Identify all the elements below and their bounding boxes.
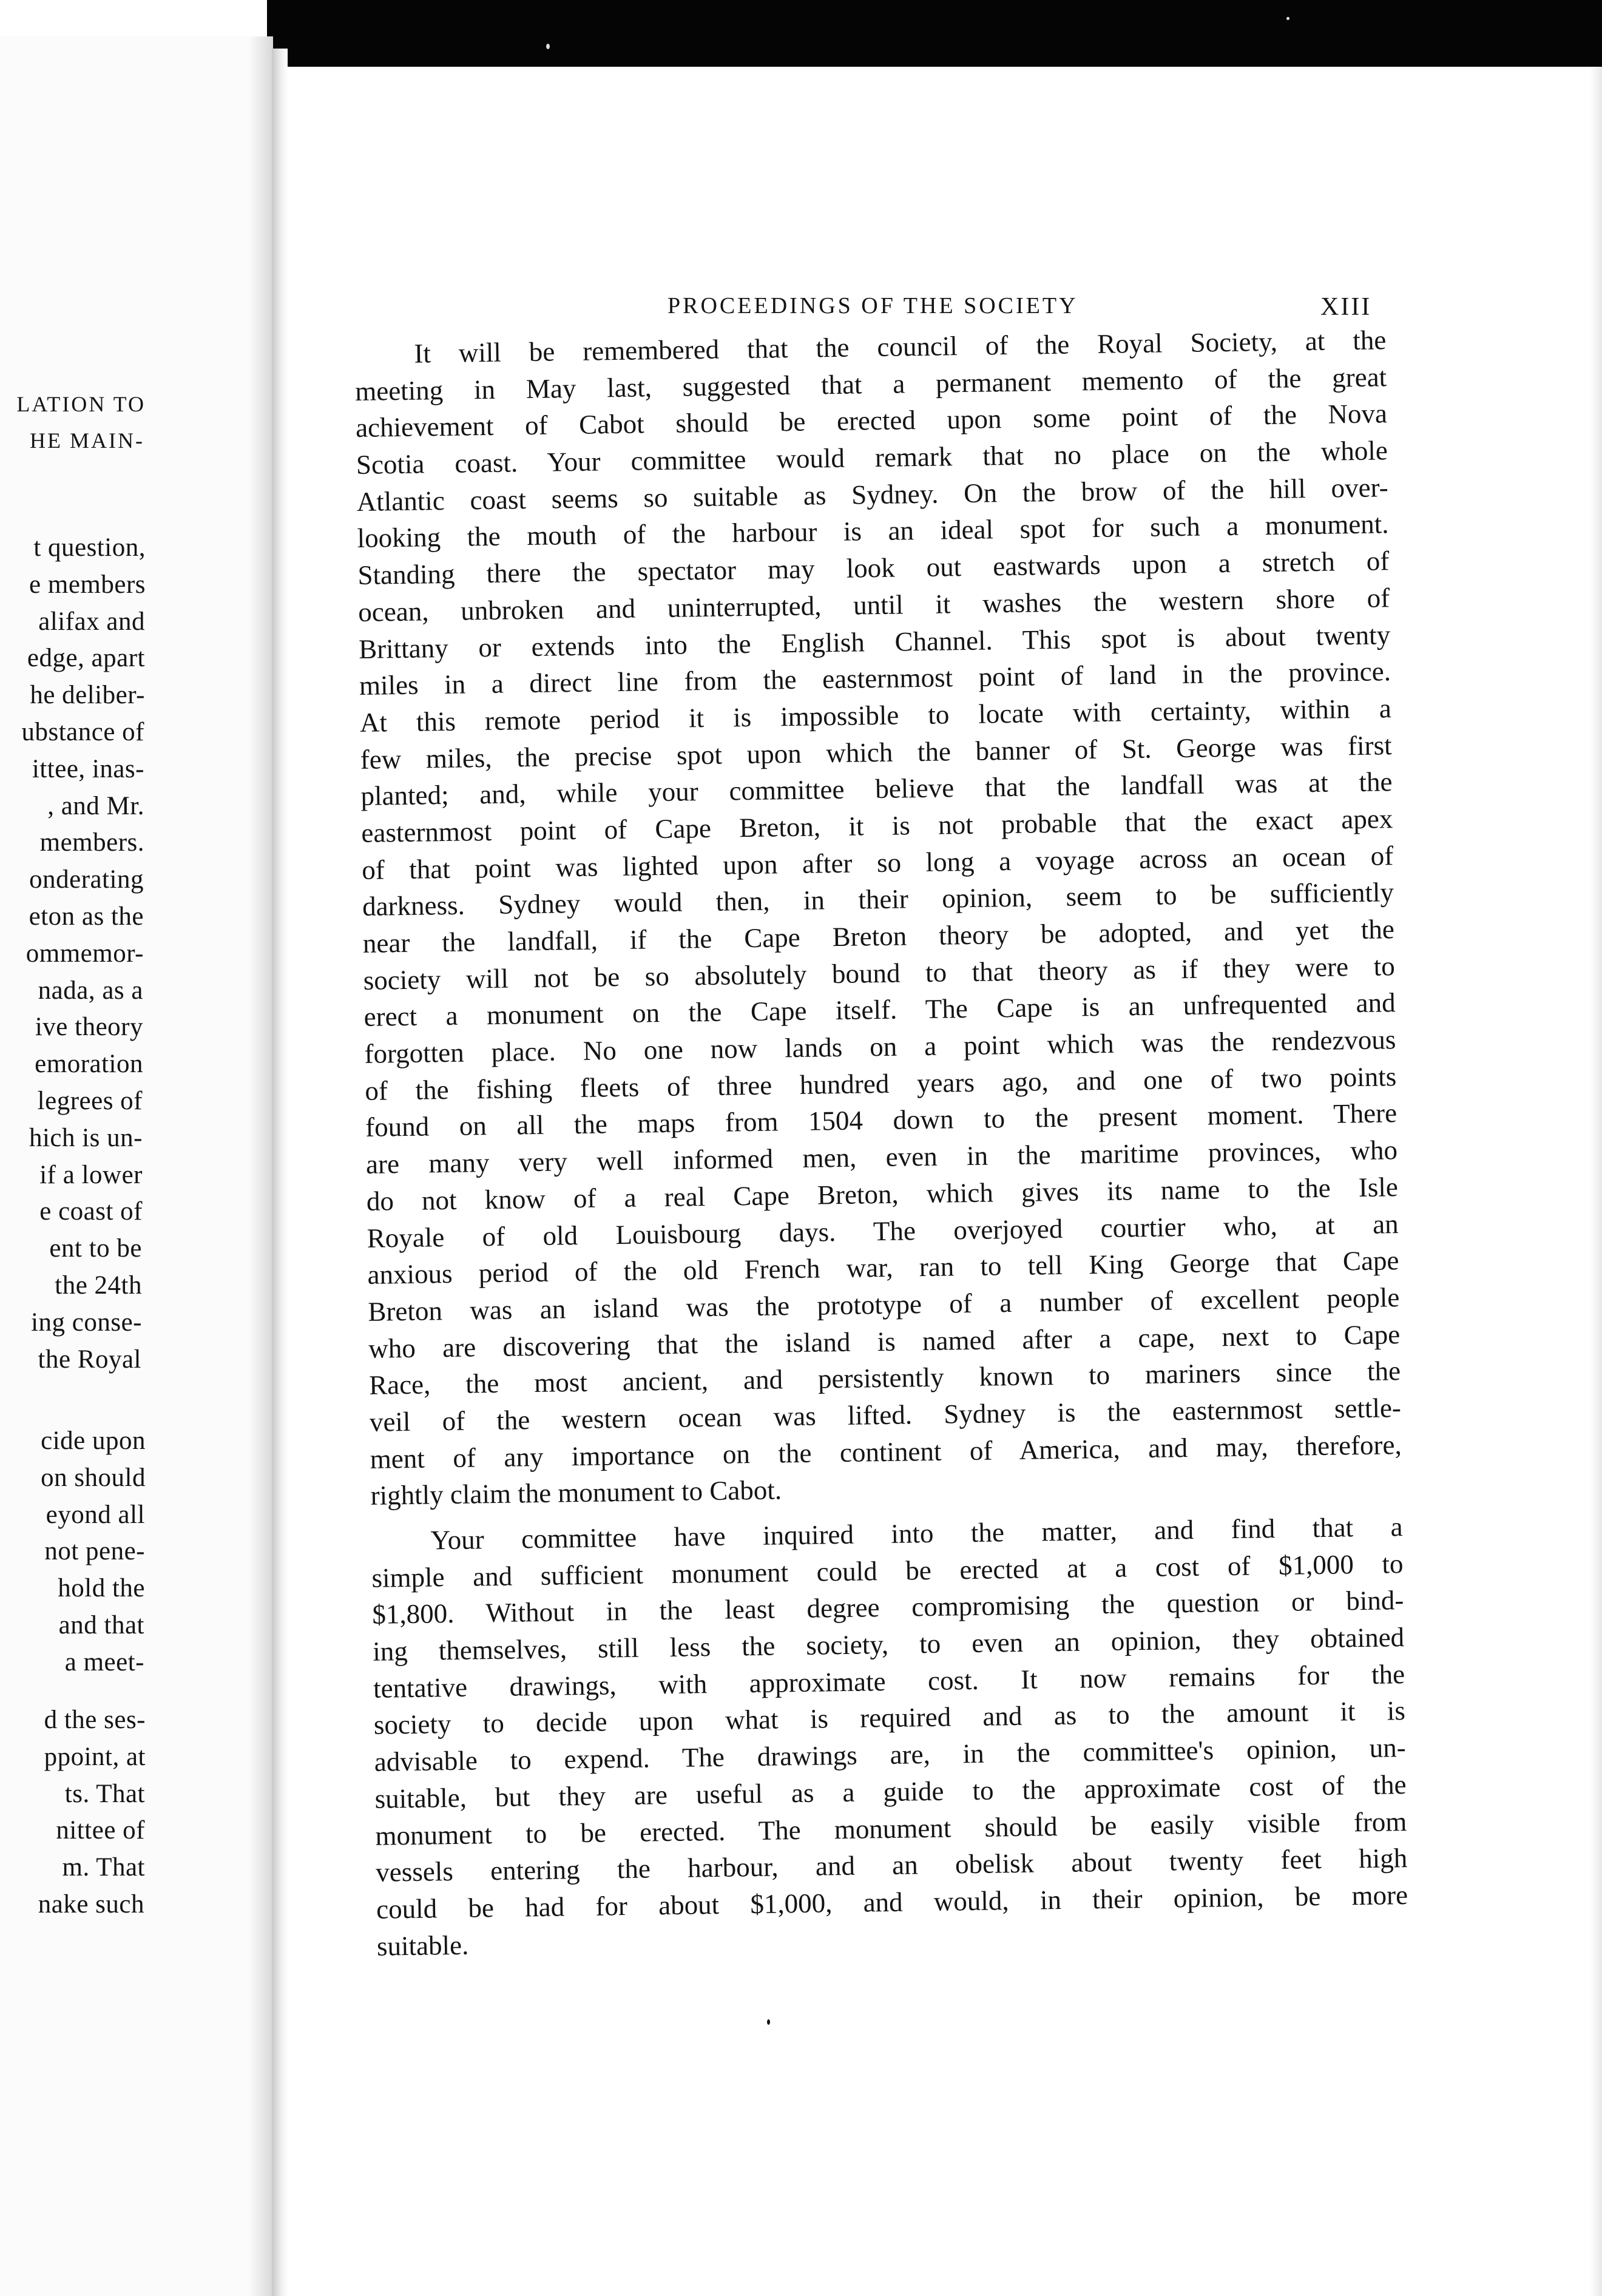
left-page-gutter-shadow [249,36,273,2296]
right-page [288,67,1602,2296]
scan-speck [546,44,550,49]
scan-black-border [267,0,1602,73]
left-page-line-fragment: eton as the [29,902,144,931]
left-page-line-fragment: and that [58,1611,144,1639]
body-text-line: vessels entering the harbour, and an obelisk about twenty feet high [376,1843,1408,1888]
body-text-line: miles in a direct line from the easternmost point of land in the province. [359,656,1391,701]
left-page-line-fragment: not pene- [44,1537,145,1566]
body-text-line: $1,800. Without in the least degree compromising the question or bind- [372,1585,1404,1630]
body-text-line: ing themselves, still less the society, to even an opinion, they obtained [372,1622,1405,1667]
left-page-line-fragment: the Royal [38,1345,141,1374]
body-text-line: Your committee have inquired into the matter, and find that a [430,1511,1403,1556]
left-page-heading-line: HE MAIN- [30,428,144,453]
body-text-line: Race, the most ancient, and persistently known to mariners since the [368,1356,1401,1401]
left-page-line-fragment: nake such [38,1890,144,1919]
body-text-line: easternmost point of Cape Breton, it is not probable that the exact apex [361,803,1393,848]
page-gutter [272,49,288,2296]
left-page-line-fragment: d the ses- [44,1706,146,1734]
left-page-line-fragment: eyond all [46,1500,145,1529]
left-page-line-fragment: ubstance of [21,718,144,746]
left-page-line-fragment: m. That [62,1853,145,1882]
left-page-line-fragment: nada, as a [38,976,143,1005]
body-text-line: ment of any importance on the continent of America, and may, therefore, [370,1429,1402,1474]
body-text-line: darkness. Sydney would then, in their opinion, seem to be sufficiently [362,877,1394,922]
left-page-heading-line: LATION TO [16,392,146,416]
body-text-line: are many very well informed men, even in the maritime provinces, who [365,1135,1398,1180]
body-text-line: veil of the western ocean was lifted. Sydney is the easternmost settle- [369,1393,1402,1437]
body-text-line: Breton was an island was the prototype of a number of excellent people [368,1281,1400,1327]
body-text-line: tentative drawings, with approximate cost. It now remains for the [373,1658,1405,1704]
body-text-line: of the fishing fleets of three hundred years ago, and one of two points [365,1061,1397,1106]
running-head: PROCEEDINGS OF THE SOCIETY [668,293,1078,319]
body-text-line: suitable. [376,1930,469,1962]
left-page-line-fragment: ts. That [64,1779,145,1808]
body-text-line: simple and sufficient monument could be erected at a cost of $1,000 to [371,1548,1404,1593]
body-text-line: erect a monument on the Cape itself. The Cape is an unfrequented and [363,987,1396,1033]
scan-top-margin-left [0,0,267,18]
left-page-line-fragment: on should [41,1463,146,1492]
body-text-line: Royale of old Louisbourg days. The overjoyed courtier who, at an [367,1208,1399,1254]
left-page-line-fragment: ommemor- [25,939,144,968]
body-text-line: monument to be erected. The monument should be easily visible from [375,1806,1407,1851]
body-text-line: suitable, but they are useful as a guide to the approximate cost of the [374,1769,1407,1814]
body-text-line: near the landfall, if the Cape Breton theory be adopted, and yet the [362,914,1395,959]
body-text-line: meeting in May last, suggested that a permanent memento of the great [354,361,1387,407]
left-page-line-fragment: alifax and [38,607,145,636]
left-page-line-fragment: he deliber- [30,681,145,710]
body-text-line: At this remote period it is impossible to locate with certainty, within a [359,693,1392,738]
body-text-line: Standing there the spectator may look out eastwards upon a stretch of [357,545,1390,591]
body-text-line: Atlantic coast seems so suitable as Sydney. On the brow of the hill over- [356,471,1388,517]
body-text-line: anxious period of the old French war, ran to tell King George that Cape [367,1245,1399,1291]
body-text-line: advisable to expend. The drawings are, in the committee's opinion, un- [374,1732,1406,1777]
left-page-line-fragment: the 24th [55,1271,142,1300]
left-page-line-fragment: members. [39,828,144,857]
body-text-line: It will be remembered that the council of the Royal Society, at the [414,325,1387,369]
left-page-line-fragment: hold the [58,1574,145,1603]
left-page-line-fragment: ittee, inas- [32,754,144,783]
left-page-line-fragment: if a lower [39,1160,143,1189]
body-text-line: found on all the maps from 1504 down to the present moment. There [365,1098,1398,1143]
body-text [354,322,1408,1965]
body-text-line: rightly claim the monument to Cabot. [370,1474,782,1511]
left-page-line-fragment: cide upon [41,1427,146,1455]
left-page-line-fragment: legrees of [37,1087,143,1115]
body-text-line: ocean, unbroken and uninterrupted, until it washes the western shore of [358,582,1390,627]
right-page-edge [1590,67,1602,2296]
body-text-line: planted; and, while your committee believe that the landfall was at the [360,766,1393,812]
left-page-line-fragment: ent to be [49,1234,142,1263]
left-page-line-fragment: onderating [29,865,144,894]
body-text-line: Brittany or extends into the English Channel. This spot is about twenty [358,619,1391,664]
body-text-line: achievement of Cabot should be erected upon some point of the Nova [355,398,1388,444]
scan-speck [1286,17,1289,20]
body-text-line: society will not be so absolutely bound to that theory as if they were to [363,950,1396,996]
body-text-line: forgotten place. No one now lands on a point which was the rendezvous [364,1024,1396,1069]
left-page-line-fragment: e coast of [39,1197,143,1226]
left-page-line-fragment: e members [29,570,146,599]
body-text-line: few miles, the precise spot upon which the banner of St. George was first [360,729,1392,775]
body-text-line: of that point was lighted upon after so long a voyage across an ocean of [361,840,1394,885]
body-text-line: who are discovering that the island is named after a cape, next to Cape [368,1319,1401,1364]
scan-speck [767,2019,770,2025]
body-text-line: do not know of a real Cape Breton, which gives its name to the Isle [366,1171,1399,1217]
left-page-line-fragment: t question, [33,533,146,562]
left-page-text [0,36,273,2296]
body-text-line: could be had for about $1,000, and would, in their opinion, be more [376,1879,1408,1925]
left-page-line-fragment: edge, apart [27,644,145,673]
page-number: XIII [1320,293,1372,321]
left-page-line-fragment: nittee of [56,1816,145,1845]
left-page-line-fragment: hich is un- [29,1123,143,1152]
left-page-line-fragment: a meet- [64,1647,144,1676]
left-facing-page [0,36,273,2296]
body-text-line: Scotia coast. Your committee would remark that no place on the whole [356,435,1388,481]
left-page-line-fragment: emoration [35,1050,143,1079]
left-page-line-fragment: ing conse- [31,1308,142,1337]
left-page-line-fragment: ive theory [35,1013,143,1042]
left-page-line-fragment: ppoint, at [44,1742,146,1771]
left-page-line-fragment: , and Mr. [47,791,144,820]
body-text-line: looking the mouth of the harbour is an ideal spot for such a monument. [357,508,1389,554]
body-text-line: society to decide upon what is required and as to the amount it is [373,1695,1406,1741]
